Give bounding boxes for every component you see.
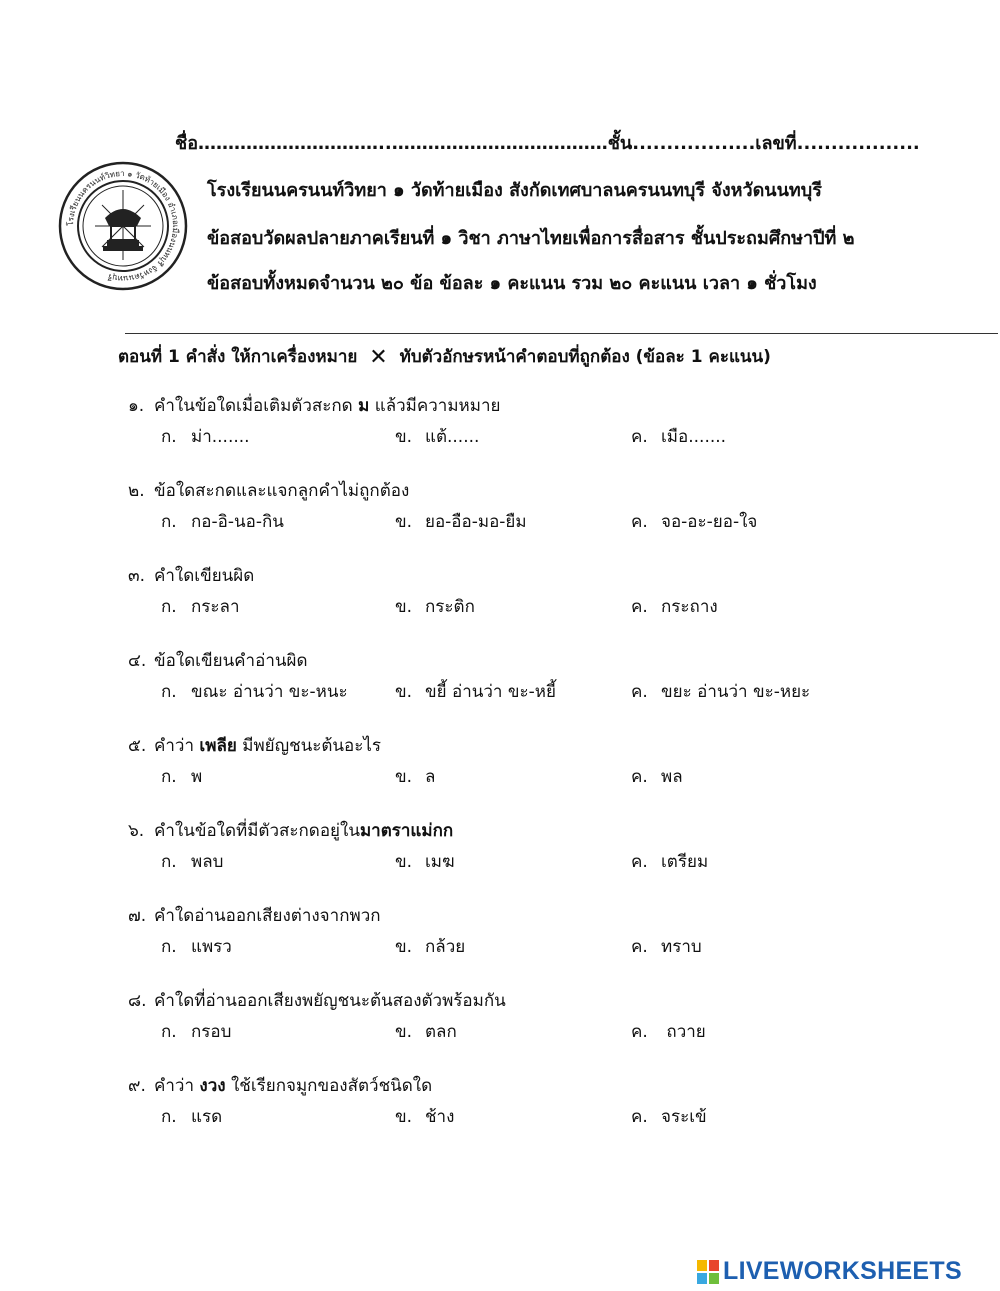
answer-choice[interactable] <box>631 1016 706 1048</box>
answer-choices <box>128 761 988 793</box>
seal-ring-text: โรงเรียนนครนนท์วิทยา ๑ วัดท้ายเมือง อำเภอเมืองนนทบุรี จังหวัดนนทบุรี <box>65 168 181 284</box>
choice-text: ขยะ อ่านว่า ขะ-หยะ <box>661 682 811 702</box>
question-7 <box>128 901 988 963</box>
choice-text: ถวาย <box>661 1022 706 1042</box>
choice-text: เมือ....... <box>661 427 727 447</box>
question-text: คำใดเขียนผิด <box>154 566 255 586</box>
question-stem <box>128 646 988 676</box>
answer-choice[interactable] <box>161 1016 231 1048</box>
question-stem <box>128 901 988 931</box>
choice-text: กล้วย <box>425 937 466 957</box>
answer-choice[interactable] <box>161 1101 222 1133</box>
choice-text: พลบ <box>191 852 224 872</box>
choice-letter: ค. <box>631 937 648 957</box>
question-text: คำในข้อใดที่มีตัวสะกดอยู่ใน <box>154 821 360 841</box>
choice-text: กระถาง <box>661 597 718 617</box>
answer-choices <box>128 846 988 878</box>
choice-text: เมฆ <box>425 852 455 872</box>
choice-letter: ก. <box>161 597 177 617</box>
choice-letter: ข. <box>395 767 413 787</box>
question-number: ๕. <box>128 736 147 756</box>
question-keyword: งวง <box>199 1076 226 1096</box>
answer-choices <box>128 421 988 453</box>
header-divider <box>125 333 998 334</box>
exam-info-line: ข้อสอบทั้งหมดจำนวน ๒๐ ข้อ ข้อละ ๑ คะแนน รวม ๒๐ คะแนน เวลา ๑ ชั่วโมง <box>207 273 817 294</box>
choice-letter: ค. <box>631 852 648 872</box>
answer-choice[interactable] <box>395 761 435 793</box>
choice-text: ทราบ <box>661 937 702 957</box>
answer-choice[interactable] <box>395 591 475 623</box>
answer-choice[interactable] <box>631 761 683 793</box>
answer-choices <box>128 506 988 538</box>
answer-choice[interactable] <box>395 676 556 708</box>
choice-text: กระติก <box>425 597 475 617</box>
answer-choice[interactable] <box>395 506 527 538</box>
school-seal-logo <box>57 160 189 292</box>
choice-letter: ค. <box>631 597 648 617</box>
brand-text: LIVEWORKSHEETS <box>723 1257 962 1285</box>
choice-letter: ก. <box>161 1107 177 1127</box>
question-text: คำใดอ่านออกเสียงต่างจากพวก <box>154 906 381 926</box>
choice-letter: ข. <box>395 1022 413 1042</box>
choice-text: ม่า....... <box>191 427 250 447</box>
question-keyword: เพลีย <box>199 736 237 756</box>
exam-title-line: ข้อสอบวัดผลปลายภาคเรียนที่ ๑ วิชา ภาษาไทยเพื่อการสื่อสาร ชั้นประถมศึกษาปีที่ ๒ <box>207 228 855 249</box>
answer-choice[interactable] <box>161 761 202 793</box>
choice-letter: ก. <box>161 427 177 447</box>
question-stem <box>128 391 988 421</box>
question-1 <box>128 391 988 453</box>
question-4 <box>128 646 988 708</box>
answer-choice[interactable] <box>631 421 726 453</box>
liveworksheets-branding <box>697 1257 962 1286</box>
answer-choices <box>128 676 988 708</box>
choice-letter: ค. <box>631 682 648 702</box>
question-number: ๑. <box>128 396 145 416</box>
choice-text: แต้...... <box>425 427 480 447</box>
choice-letter: ข. <box>395 597 413 617</box>
question-5 <box>128 731 988 793</box>
question-6 <box>128 816 988 878</box>
answer-choice[interactable] <box>161 846 223 878</box>
question-text: คำในข้อใดเมื่อเติมตัวสะกด <box>154 396 359 416</box>
instructions-text-before: ตอนที่ 1 คำสั่ง ให้กาเครื่องหมาย <box>118 347 358 367</box>
choice-letter: ค. <box>631 512 648 532</box>
question-text: ข้อใดสะกดและแจกลูกคำไม่ถูกต้อง <box>154 481 410 501</box>
question-number: ๓. <box>128 566 146 586</box>
question-stem <box>128 476 988 506</box>
question-keyword: มาตราแม่กก <box>359 821 454 841</box>
answer-choice[interactable] <box>395 931 465 963</box>
question-text-suffix: ใช้เรียกจมูกของสัตว์ชนิดใด <box>225 1076 433 1096</box>
choice-text: ขณะ อ่านว่า ขะ-หนะ <box>191 682 348 702</box>
choice-text: ช้าง <box>425 1107 455 1127</box>
choice-text: ขยี้ อ่านว่า ขะ-หยี้ <box>425 682 556 702</box>
question-number: ๖. <box>128 821 145 841</box>
choice-letter: ข. <box>395 512 413 532</box>
answer-choice[interactable] <box>161 676 348 708</box>
choice-letter: ก. <box>161 682 177 702</box>
answer-choice[interactable] <box>161 506 284 538</box>
question-stem <box>128 986 988 1016</box>
choice-letter: ก. <box>161 767 177 787</box>
answer-choice[interactable] <box>631 591 718 623</box>
choice-text: เตรียม <box>661 852 709 872</box>
choice-letter: ข. <box>395 937 413 957</box>
answer-choices <box>128 931 988 963</box>
answer-choices <box>128 591 988 623</box>
question-3 <box>128 561 988 623</box>
choice-letter: ข. <box>395 427 413 447</box>
answer-choice[interactable] <box>631 1101 707 1133</box>
question-text: ข้อใดเขียนคำอ่านผิด <box>154 651 308 671</box>
choice-text: พ <box>191 767 203 787</box>
question-keyword: ม <box>358 396 370 416</box>
answer-choice[interactable] <box>395 421 479 453</box>
school-name-line: โรงเรียนนครนนท์วิทยา ๑ วัดท้ายเมือง สังกัดเทศบาลนครนนทบุรี จังหวัดนนทบุรี <box>207 180 822 201</box>
choice-text: พล <box>661 767 683 787</box>
question-stem <box>128 731 988 761</box>
choice-text: จระเข้ <box>661 1107 707 1127</box>
choice-letter: ค. <box>631 1107 648 1127</box>
choice-letter: ก. <box>161 1022 177 1042</box>
answer-choice[interactable] <box>631 846 708 878</box>
choice-letter: ข. <box>395 852 413 872</box>
answer-choice[interactable] <box>161 591 240 623</box>
answer-choice[interactable] <box>631 931 702 963</box>
answer-choices <box>128 1101 988 1133</box>
choice-text: แรด <box>191 1107 223 1127</box>
question-9 <box>128 1071 988 1133</box>
question-8 <box>128 986 988 1048</box>
answer-choice[interactable] <box>631 506 757 538</box>
answer-choice[interactable] <box>395 1101 454 1133</box>
question-number: ๙. <box>128 1076 146 1096</box>
answer-choices <box>128 1016 988 1048</box>
choice-letter: ก. <box>161 852 177 872</box>
question-number: ๒. <box>128 481 145 501</box>
choice-letter: ข. <box>395 682 413 702</box>
question-text: คำใดที่อ่านออกเสียงพยัญชนะต้นสองตัวพร้อมกัน <box>154 991 506 1011</box>
choice-letter: ค. <box>631 427 648 447</box>
answer-choice[interactable] <box>395 846 455 878</box>
choice-text: ยอ-อือ-มอ-ยืม <box>425 512 527 532</box>
liveworksheets-logo-icon <box>697 1260 719 1284</box>
choice-text: แพรว <box>191 937 232 957</box>
question-stem <box>128 816 988 846</box>
choice-text: กอ-อิ-นอ-กิน <box>191 512 284 532</box>
question-text-suffix: แล้วมีความหมาย <box>369 396 501 416</box>
question-text-suffix: มีพยัญชนะต้นอะไร <box>236 736 382 756</box>
choice-letter: ค. <box>631 767 648 787</box>
choice-text: กระลา <box>191 597 240 617</box>
instructions-text-after: ทับตัวอักษรหน้าคำตอบที่ถูกต้อง (ข้อละ 1 คะแนน) <box>399 347 771 367</box>
question-text: คำว่า <box>154 1076 200 1096</box>
name-class-number-line: ชื่อ…………………………..………………………………ชั้น..................เลขที่.................. <box>175 133 920 154</box>
answer-choice[interactable] <box>631 676 810 708</box>
choice-text: ล <box>425 767 436 787</box>
question-text: คำว่า <box>154 736 200 756</box>
choice-letter: ก. <box>161 512 177 532</box>
question-stem <box>128 1071 988 1101</box>
choice-text: จอ-อะ-ยอ-ใจ <box>661 512 758 532</box>
choice-letter: ก. <box>161 937 177 957</box>
choice-letter: ข. <box>395 1107 413 1127</box>
question-number: ๔. <box>128 651 147 671</box>
choice-text: ตลก <box>425 1022 457 1042</box>
instructions <box>118 343 771 370</box>
question-2 <box>128 476 988 538</box>
answer-choice[interactable] <box>161 421 250 453</box>
choice-letter: ค. <box>631 1022 648 1042</box>
choice-text: กรอบ <box>191 1022 232 1042</box>
question-number: ๗. <box>128 906 147 926</box>
answer-choice[interactable] <box>395 1016 457 1048</box>
x-mark-icon: ✕ <box>369 345 388 370</box>
answer-choice[interactable] <box>161 931 232 963</box>
question-stem <box>128 561 988 591</box>
question-number: ๘. <box>128 991 147 1011</box>
